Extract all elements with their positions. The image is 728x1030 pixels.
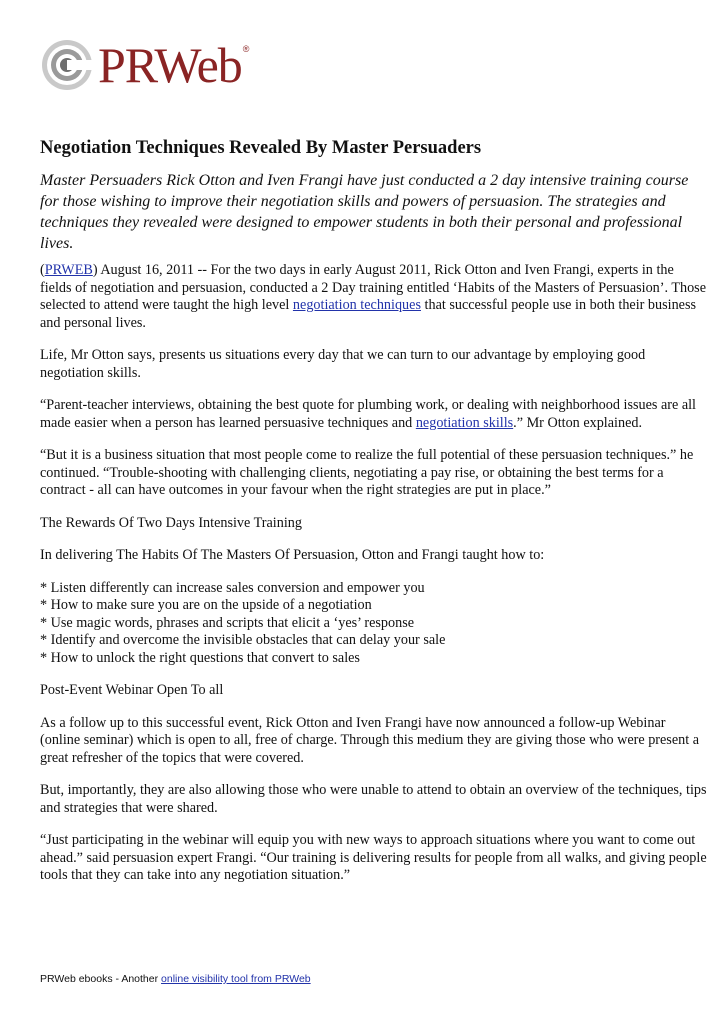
prweb-source-link[interactable]: PRWEB [44,262,93,278]
list-item: * Identify and overcome the invisible obstacles that can delay your sale [40,632,446,648]
page-footer: PRWeb ebooks - Another online visibility tool from PRWeb [40,973,311,985]
prweb-logo-icon [40,38,94,92]
paragraph-6: As a follow up to this successful event, Rick Otton and Iven Frangi have now announced a follow-up Webinar (online seminar) which is open to all, free of charge. Through this medium they are giving those who were present a great refresher of the topics that were covered. [40,714,700,766]
article-title: Negotiation Techniques Revealed By Master Persuaders [40,138,482,158]
negotiation-skills-link[interactable]: negotiation skills [415,414,514,431]
subheading-webinar: Post-Event Webinar Open To all [40,682,224,698]
paragraph-5: In delivering The Habits Of The Masters Of Persuasion, Otton and Frangi taught how to: [40,547,545,563]
paragraph-2: Life, Mr Otton says, presents us situations every day that we can turn to our advantage by employing good negotiation skills. [40,347,646,381]
bullet-list [40,580,708,668]
list-item: * How to unlock the right questions that convert to sales [40,649,360,666]
logo-wordmark: PRWeb [98,37,242,93]
paragraph-8: “Just participating in the webinar will equip you with new ways to approach situations where you want to come out ahead.” said persuasion expert Frangi. “Our training is delivering results for people from all walks, and giving people tools that they can take into any negotiation situation.” [40,832,707,883]
list-item: * Listen differently can increase sales conversion and empower you [40,579,425,596]
paragraph-4: “But it is a business situation that most people come to realize the full potential of these persuasion techniques.” he continued. “Trouble-shooting with challenging clients, negotiating a pay rise, or obtaining the best terms for a contract - all can have outcomes in your favour when the right strategies are put in place.” [40,447,694,498]
list-item: * How to make sure you are on the upside of a negotiation [40,597,372,613]
article [40,136,708,900]
footer-link[interactable]: online visibility tool from PRWeb [161,973,311,985]
list-item: * Use magic words, phrases and scripts that elicit a ‘yes’ response [40,614,415,631]
subheading-rewards: The Rewards Of Two Days Intensive Training [40,514,302,531]
negotiation-techniques-link[interactable]: negotiation techniques [292,297,421,313]
registered-mark: ® [242,44,250,54]
paragraph-7: But, importantly, they are also allowing those who were unable to attend to obtain an overview of the techniques, tips and strategies that were shared. [40,782,707,816]
paragraph-1: (PRWEB) August 16, 2011 -- For the two days in early August 2011, Rick Otton and Iven Frangi, experts in the fields of negotiation and persuasion, conducted a 2 Day training entitled ‘Habits of the Masters of Persuasion’. Those selected to attend were taught the high level negotiation techniques that successful people use in both their business and personal lives. [40,262,706,331]
article-summary: Master Persuaders Rick Otton and Iven Frangi have just conducted a 2 day intensive training course for those wishing to improve their negotiation skills and powers of persuasion. The strategies and techniques they revealed were designed to empower students in both their personal and professional lives. [40,172,689,252]
prweb-logo [40,38,249,92]
paragraph-3: “Parent-teacher interviews, obtaining the best quote for plumbing work, or dealing with neighborhood issues are all made easier when a person has learned persuasive techniques and negotiation skills.” Mr Otton explained. [40,397,696,431]
